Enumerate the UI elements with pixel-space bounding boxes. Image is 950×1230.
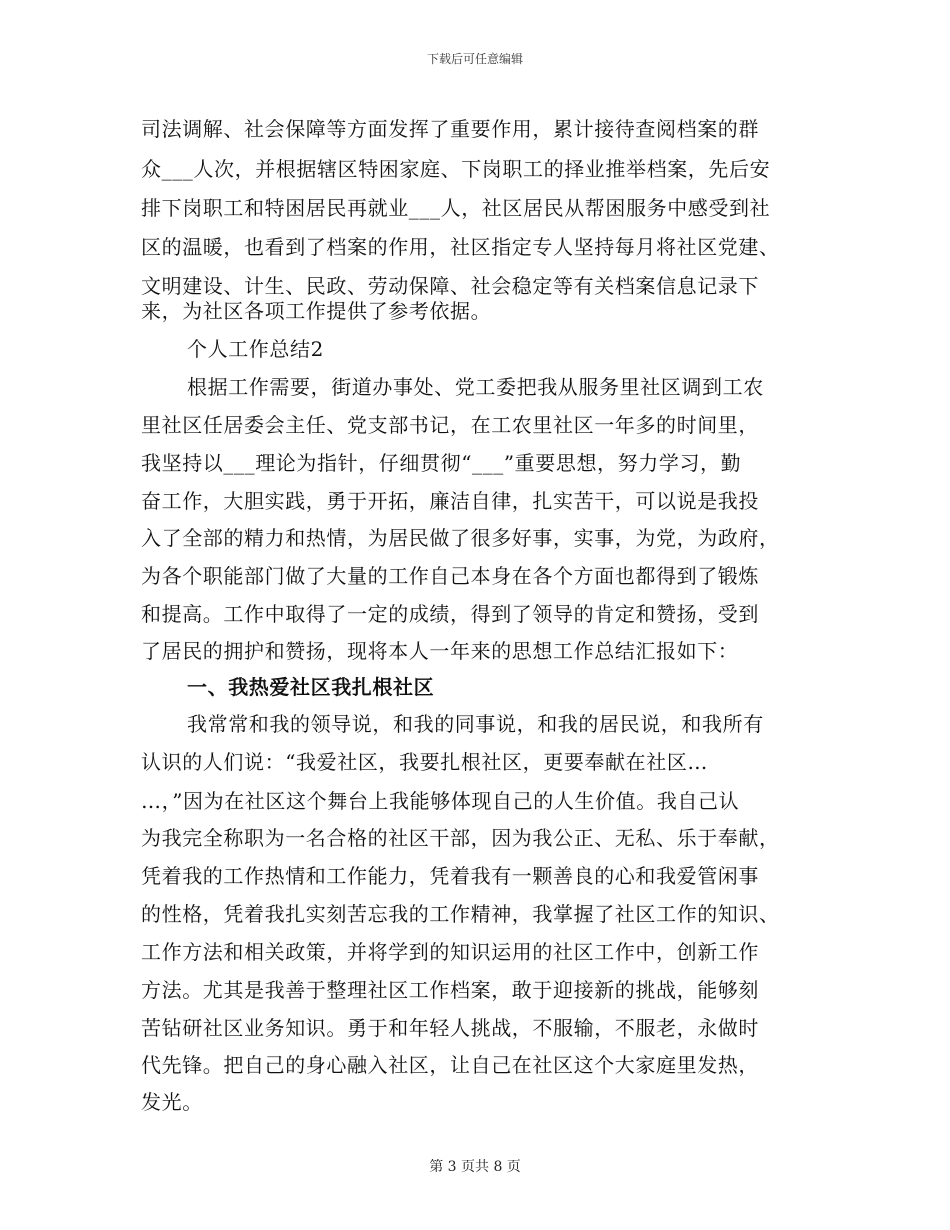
text-line: 入了全部的精力和热情，为居民做了很多好事，实事，为党，为政府，	[141, 526, 780, 550]
text-line: 众___人次，并根据辖区特困家庭、下岗职工的择业推举档案，先后安	[141, 157, 771, 181]
page-header: 下载后可任意编辑	[426, 52, 523, 66]
text-line: 认识的人们说：“我爱社区，我要扎根社区，更要奉献在社区…	[141, 750, 709, 774]
text-line: 凭着我的工作热情和工作能力，凭着我有一颗善良的心和我爱管闲事	[141, 864, 759, 888]
text-line: …，”因为在社区这个舞台上我能够体现自己的人生价值。我自己认	[141, 789, 740, 813]
text-line: 来，为社区各项工作提供了参考依据。	[141, 299, 492, 323]
text-line: 为我完全称职为一名合格的社区干部，因为我公正、无私、乐于奉献，	[141, 826, 780, 850]
text-line: 我常常和我的领导说，和我的同事说，和我的居民说，和我所有	[187, 712, 764, 736]
text-line: 发光。	[141, 1090, 203, 1114]
text-line: 司法调解、社会保障等方面发挥了重要作用，累计接待查阅档案的群	[141, 117, 759, 141]
text-line: 的性格，凭着我扎实刻苦忘我的工作精神，我掌握了社区工作的知识、	[141, 902, 780, 926]
text-line: 我坚持以___理论为指针，仔细贯彻“___”重要思想，努力学习，勤	[141, 451, 742, 475]
text-line: 里社区任居委会主任、党支部书记，在工农里社区一年多的时间里，	[141, 413, 759, 437]
text-line: 方法。尤其是我善于整理社区工作档案，敢于迎接新的挑战，能够刻	[141, 978, 759, 1002]
text-line: 苦钻研社区业务知识。勇于和年轻人挑战，不服输，不服老，永做时	[141, 1016, 759, 1040]
text-line: 了居民的拥护和赞扬，现将本人一年来的思想工作总结汇报如下：	[141, 639, 739, 663]
text-line: 排下岗职工和特困居民再就业___人，社区居民从帮困服务中感受到社	[141, 196, 771, 220]
text-line: 根据工作需要，街道办事处、党工委把我从服务里社区调到工农	[187, 375, 764, 399]
section-subtitle: 个人工作总结2	[187, 337, 324, 361]
text-line: 代先锋。把自己的身心融入社区，让自己在社区这个大家庭里发热，	[141, 1053, 759, 1077]
text-line: 为各个职能部门做了大量的工作自己本身在各个方面也都得到了锻炼	[141, 564, 759, 588]
text-line: 奋工作，大胆实践，勇于开拓，廉洁自律，扎实苦干，可以说是我投	[141, 489, 759, 513]
section-heading: 一、我热爱社区我扎根社区	[187, 675, 435, 699]
page-footer: 第 3 页共 8 页	[429, 1159, 521, 1175]
text-line: 文明建设、计生、民政、劳动保障、社会稳定等有关档案信息记录下	[141, 274, 759, 298]
text-line: 工作方法和相关政策，并将学到的知识运用的社区工作中，创新工作	[141, 940, 759, 964]
text-line: 和提高。工作中取得了一定的成绩，得到了领导的肯定和赞扬，受到	[141, 602, 759, 626]
text-line: 区的温暖，也看到了档案的作用，社区指定专人坚持每月将社区党建、	[141, 235, 780, 259]
